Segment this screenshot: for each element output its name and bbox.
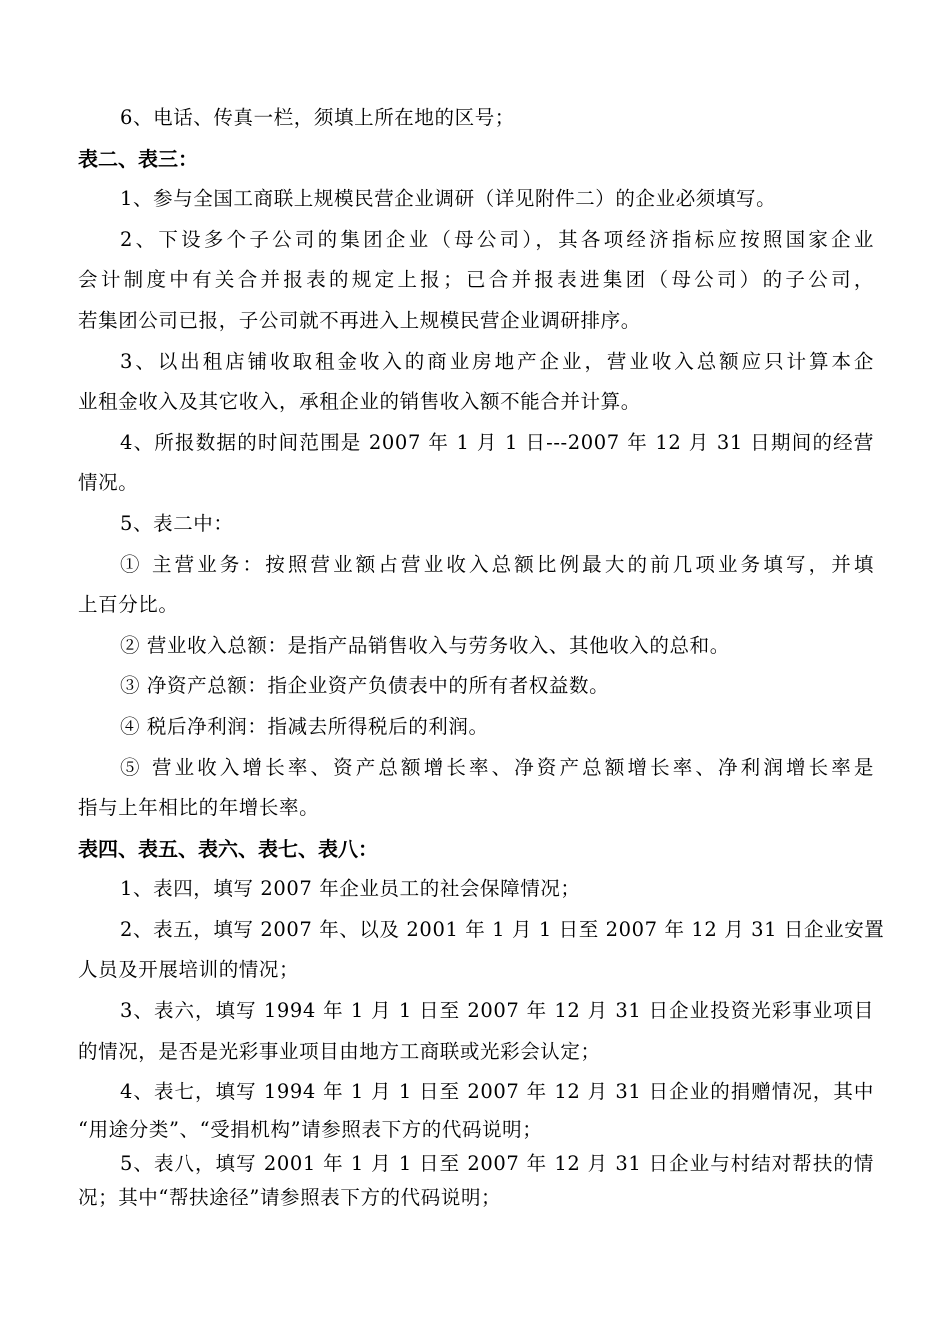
- paragraph-line: 2、下设多个子公司的集团企业（母公司），其各项经济指标应按照国家企业: [120, 227, 874, 251]
- paragraph-line: 4、表七，填写 1994 年 1 月 1 日至 2007 年 12 月 31 日企业的捐赠情况，其中: [120, 1080, 874, 1104]
- paragraph-line: ② 营业收入总额：是指产品销售收入与劳务收入、其他收入的总和。: [120, 633, 730, 657]
- paragraph-line: 会计制度中有关合并报表的规定上报；已合并报表进集团（母公司）的子公司，: [78, 268, 874, 292]
- paragraph-line: 1、参与全国工商联上规模民营企业调研（详见附件二）的企业必须填写。: [120, 187, 777, 211]
- paragraph-line: ⑤ 营业收入增长率、资产总额增长率、净资产总额增长率、净利润增长率是: [120, 755, 874, 779]
- paragraph-line: 3、以出租店铺收取租金收入的商业房地产企业，营业收入总额应只计算本企: [120, 349, 874, 373]
- paragraph-line: 的情况，是否是光彩事业项目由地方工商联或光彩会认定；: [78, 1039, 601, 1063]
- paragraph-line: ④ 税后净利润：指减去所得税后的利润。: [120, 714, 489, 738]
- paragraph-line: 业租金收入及其它收入，承租企业的销售收入额不能合并计算。: [78, 390, 641, 414]
- paragraph-line: 况；其中“帮扶途径”请参照表下方的代码说明；: [78, 1185, 502, 1209]
- paragraph-line: 1、表四，填写 2007 年企业员工的社会保障情况；: [120, 877, 581, 901]
- paragraph-line: “用途分类”、“受捐机构”请参照表下方的代码说明；: [78, 1117, 543, 1141]
- paragraph-line: 2、表五，填写 2007 年、以及 2001 年 1 月 1 日至 2007 年 12 月 31 日企业安置: [120, 917, 885, 941]
- document-body: [78, 98, 885, 1215]
- paragraph-line: 人员及开展培训的情况；: [78, 958, 300, 982]
- paragraph-line: 4、所报数据的时间范围是 2007 年 1 月 1 日---2007 年 12 月 31 日期间的经营: [120, 430, 874, 454]
- paragraph-line: 5、表二中：: [120, 511, 234, 535]
- section-heading: 表二、表三：: [78, 146, 198, 171]
- paragraph-line: 情况。: [78, 471, 139, 495]
- paragraph-line: ① 主营业务：按照营业额占营业收入总额比例最大的前几项业务填写，并填: [120, 552, 874, 576]
- paragraph-line: 5、表八，填写 2001 年 1 月 1 日至 2007 年 12 月 31 日企业与村结对帮扶的情: [120, 1151, 874, 1175]
- paragraph-line: 6、电话、传真一栏，须填上所在地的区号；: [120, 106, 515, 129]
- paragraph-line: 上百分比。: [78, 593, 179, 617]
- section-heading: 表四、表五、表六、表七、表八：: [78, 836, 378, 861]
- paragraph-line: 3、表六，填写 1994 年 1 月 1 日至 2007 年 12 月 31 日企业投资光彩事业项目: [120, 999, 874, 1023]
- paragraph-line: ③ 净资产总额：指企业资产负债表中的所有者权益数。: [120, 674, 610, 698]
- paragraph-line: 若集团公司已报，子公司就不再进入上规模民营企业调研排序。: [78, 308, 641, 332]
- paragraph-line: 指与上年相比的年增长率。: [78, 796, 320, 820]
